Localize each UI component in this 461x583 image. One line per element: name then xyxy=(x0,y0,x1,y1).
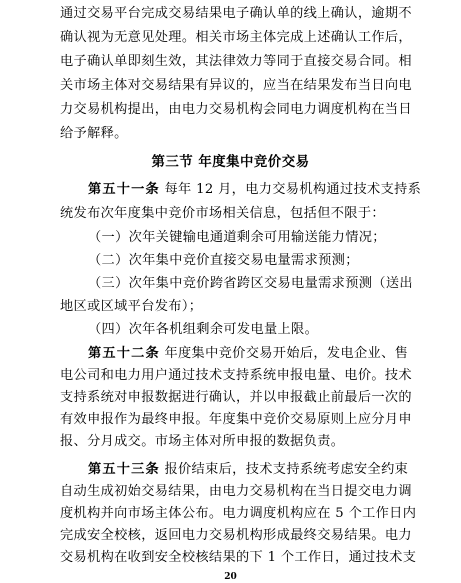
list-item: （二）次年集中竞价直接交易电量需求预测； xyxy=(88,253,359,268)
paragraph-line: 交易机构在收到安全校核结果的下 1 个工作日，通过技术支 xyxy=(60,550,417,565)
list-item: （一）次年关键输电通道剩余可用输送能力情况； xyxy=(88,230,386,245)
article-53-first-line xyxy=(88,460,424,480)
article-51-first-line xyxy=(88,180,424,200)
list-item: （三）次年集中竞价跨省跨区交易电量需求预测（送出 xyxy=(88,276,413,291)
page-number: 20 xyxy=(224,572,237,582)
article-53-label: 第五十三条 xyxy=(88,462,160,477)
paragraph-line: 确认视为无意见处理。相关市场主体完成上述确认工作后， xyxy=(60,30,412,45)
paragraph-line: 统发布次年度集中竞价市场相关信息，包括但不限于： xyxy=(60,206,385,221)
paragraph-line: 有效申报作为最终申报。年度集中竞价交易原则上应分月申 xyxy=(60,412,412,427)
article-52-first-line xyxy=(88,344,424,364)
paragraph-line: 通过交易平台完成交易结果电子确认单的线上确认，逾期不 xyxy=(60,6,412,21)
article-52-label: 第五十二条 xyxy=(88,346,160,361)
article-51-label: 第五十一条 xyxy=(88,182,160,197)
article-52-text: 年度集中竞价交易开始后，发电企业、售 xyxy=(159,346,409,361)
paragraph-line: 关市场主体对交易结果有异议的，应当在结果发布当日向电 xyxy=(60,78,412,93)
section-heading: 第三节 年度集中竞价交易 xyxy=(151,154,310,170)
article-53-text: 报价结束后，技术支持系统考虑安全约束 xyxy=(159,462,409,477)
paragraph-line: 支持系统对申报数据进行确认，并以申报截止前最后一次的 xyxy=(60,390,412,405)
paragraph-line: 给予解释。 xyxy=(60,126,128,141)
paragraph-line: 力交易机构提出，由电力交易机构会同电力调度机构在当日 xyxy=(60,102,412,117)
paragraph-line: 电子确认单即刻生效，其法律效力等同于直接交易合同。相 xyxy=(60,54,412,69)
paragraph-line: 自动生成初始交易结果，由电力交易机构在当日提交电力调 xyxy=(60,484,412,499)
list-item: （四）次年各机组剩余可发电量上限。 xyxy=(88,322,319,337)
paragraph-line: 电公司和电力用户通过技术支持系统申报电量、电价。技术 xyxy=(60,368,412,383)
paragraph-line: 报、分月成交。市场主体对所申报的数据负责。 xyxy=(60,434,345,449)
paragraph-line: 完成安全校核，返回电力交易机构形成最终交易结果。电力 xyxy=(60,528,412,543)
paragraph-line: 度机构并向市场主体公布。电力调度机构应在 5 个工作日内 xyxy=(60,506,417,521)
list-item-continuation: 地区或区域平台发布）； xyxy=(60,299,203,314)
article-51-text: 每年 12 月，电力交易机构通过技术支持系 xyxy=(159,182,422,197)
